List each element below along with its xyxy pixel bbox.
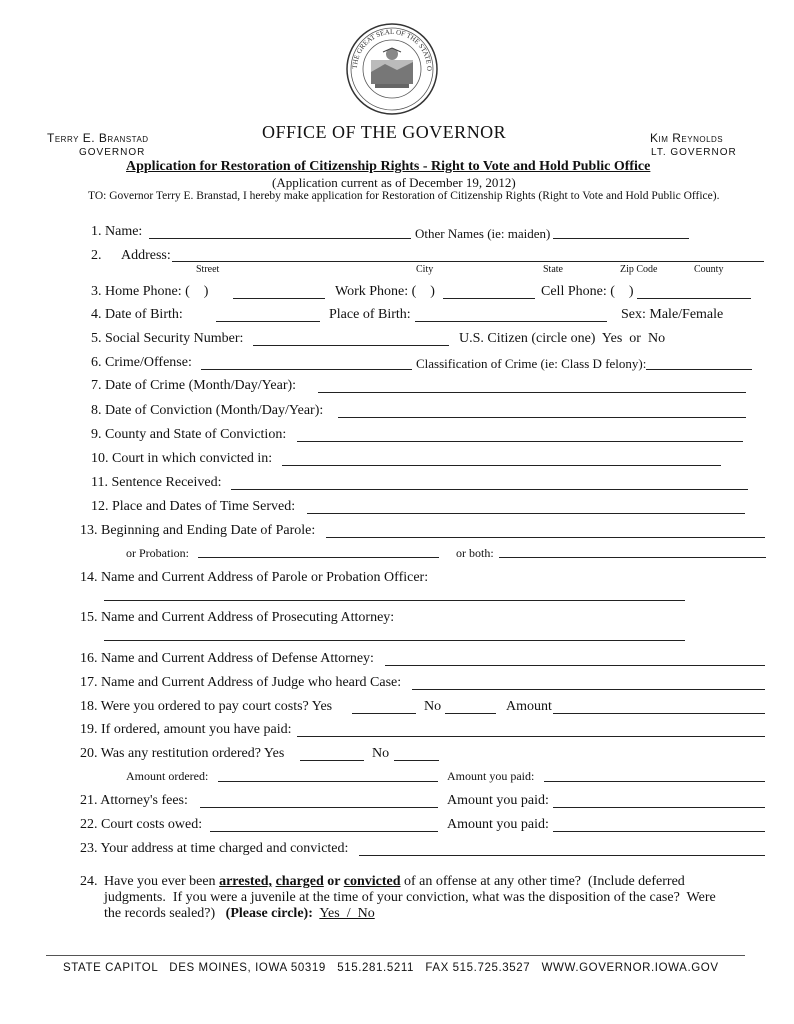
q8-field[interactable] — [338, 417, 746, 418]
q2-num: 2. — [91, 248, 102, 263]
q6-class-field[interactable] — [646, 369, 752, 370]
q20-no-field[interactable] — [394, 760, 439, 761]
q24-yes-no[interactable]: Yes / No — [319, 906, 375, 921]
q22-field[interactable] — [210, 831, 438, 832]
q7-label: 7. Date of Crime (Month/Day/Year): — [91, 378, 297, 393]
q18-no-label: No — [424, 699, 442, 714]
q5-ssn-label: 5. Social Security Number: — [91, 331, 244, 346]
q13-label: 13. Beginning and Ending Date of Parole: — [80, 523, 316, 538]
q22-paid-field[interactable] — [553, 831, 765, 832]
q2-city-caption: City — [416, 264, 434, 275]
q22-paid-label: Amount you paid: — [447, 817, 549, 832]
q21-field[interactable] — [200, 807, 438, 808]
lt-governor-title: LT. GOVERNOR — [651, 147, 737, 158]
q15-label: 15. Name and Current Address of Prosecuting Attorney: — [80, 610, 395, 625]
q3-home-label: 3. Home Phone: ( ) — [91, 284, 209, 299]
q4-dob-label: 4. Date of Birth: — [91, 307, 183, 322]
lt-governor-name: Kim Reynolds — [650, 131, 724, 145]
q18-yes-field[interactable] — [352, 713, 416, 714]
office-title: OFFICE OF THE GOVERNOR — [262, 122, 507, 142]
q18-no-field[interactable] — [445, 713, 496, 714]
form-title: Application for Restoration of Citizenship Rights - Right to Vote and Hold Public Office — [126, 159, 651, 174]
q2-address-label: Address: — [121, 248, 171, 263]
q20-no-label: No — [372, 746, 390, 761]
footer-text: STATE CAPITOL DES MOINES, IOWA 50319 515.281.5211 FAX 515.725.3527 WWW.GOVERNOR.IOWA.GOV — [63, 962, 719, 974]
q1-other-label: Other Names (ie: maiden) — [415, 226, 551, 241]
q3-work-field[interactable] — [443, 298, 535, 299]
q20-amount-paid-field[interactable] — [544, 781, 765, 782]
q3-work-label: Work Phone: ( ) — [335, 284, 435, 299]
q2-state-caption: State — [543, 264, 563, 275]
q10-field[interactable] — [282, 465, 721, 466]
q24-num: 24. — [80, 874, 98, 889]
q5-citizen-label: U.S. Citizen (circle one) Yes or No — [459, 331, 666, 346]
q10-label: 10. Court in which convicted in: — [91, 451, 273, 466]
q13-both-label: or both: — [456, 546, 494, 560]
governor-name: Terry E. Branstad — [47, 131, 149, 145]
q2-zip-caption: Zip Code — [620, 264, 658, 275]
q24-line1: Have you ever been arrested, charged or convicted of an offense at any other time? (Include deferred — [104, 874, 685, 889]
q4-pob-field[interactable] — [415, 321, 607, 322]
q2-county-caption: County — [694, 264, 724, 275]
q18-amount-field[interactable] — [553, 713, 765, 714]
q20-yes-field[interactable] — [300, 760, 364, 761]
q24-please-circle: (Please circle): — [225, 906, 313, 921]
q13-probation-field[interactable] — [198, 557, 439, 558]
footer-rule — [46, 955, 745, 956]
q16-field[interactable] — [385, 665, 765, 666]
q13-parole-field[interactable] — [326, 537, 765, 538]
q24-line2: judgments. If you were a juvenile at the time of your conviction, what was the disposition of the case? Were — [104, 890, 716, 905]
q13-both-field[interactable] — [499, 557, 766, 558]
q8-label: 8. Date of Conviction (Month/Day/Year): — [91, 403, 324, 418]
q1-name-field[interactable] — [149, 238, 411, 239]
q17-label: 17. Name and Current Address of Judge who heard Case: — [80, 675, 402, 690]
q19-field[interactable] — [297, 736, 765, 737]
q21-paid-field[interactable] — [553, 807, 765, 808]
q12-label: 12. Place and Dates of Time Served: — [91, 499, 296, 514]
q2-address-field[interactable] — [172, 261, 764, 262]
governor-title: GOVERNOR — [79, 147, 146, 158]
q20-amount-ordered-field[interactable] — [218, 781, 438, 782]
q1-name-label: 1. Name: — [91, 224, 143, 239]
q18-amount-label: Amount — [506, 699, 552, 714]
q18-label: 18. Were you ordered to pay court costs? Yes — [80, 699, 333, 714]
q22-label: 22. Court costs owed: — [80, 817, 203, 832]
q23-field[interactable] — [359, 855, 765, 856]
q3-cell-field[interactable] — [637, 298, 751, 299]
q20-amount-ordered-label: Amount ordered: — [126, 769, 209, 783]
q16-label: 16. Name and Current Address of Defense Attorney: — [80, 651, 374, 666]
q24-charged: charged — [275, 874, 324, 889]
q4-pob-label: Place of Birth: — [329, 307, 411, 322]
q5-ssn-field[interactable] — [253, 345, 449, 346]
q13-probation-label: or Probation: — [126, 546, 189, 560]
q3-home-field[interactable] — [233, 298, 325, 299]
q19-label: 19. If ordered, amount you have paid: — [80, 722, 292, 737]
q20-label: 20. Was any restitution ordered? Yes — [80, 746, 285, 761]
q24-arrested: arrested, — [219, 874, 273, 889]
q17-field[interactable] — [412, 689, 765, 690]
q7-field[interactable] — [318, 392, 746, 393]
q11-field[interactable] — [231, 489, 748, 490]
q21-paid-label: Amount you paid: — [447, 793, 549, 808]
to-line: TO: Governor Terry E. Branstad, I hereby make application for Restoration of Citizenship Rights (Right to Vote and Hold Public Office). — [88, 190, 720, 202]
q12-field[interactable] — [307, 513, 745, 514]
state-seal — [345, 22, 439, 116]
q6-crime-field[interactable] — [201, 369, 412, 370]
q20-amount-paid-label: Amount you paid: — [447, 769, 535, 783]
q3-cell-label: Cell Phone: ( ) — [541, 284, 634, 299]
q11-label: 11. Sentence Received: — [91, 475, 222, 490]
q4-sex-label: Sex: Male/Female — [621, 307, 724, 322]
q1-other-field[interactable] — [553, 238, 689, 239]
q15-field[interactable] — [104, 640, 685, 641]
q6-class-label: Classification of Crime (ie: Class D felony): — [416, 356, 647, 371]
current-as-of: (Application current as of December 19, 2012) — [272, 175, 516, 190]
q2-street-caption: Street — [196, 264, 220, 275]
q24-line3: the records sealed?) (Please circle): Yes / No — [104, 906, 375, 921]
q9-field[interactable] — [297, 441, 743, 442]
q23-label: 23. Your address at time charged and convicted: — [80, 841, 349, 856]
q4-dob-field[interactable] — [216, 321, 320, 322]
q14-field[interactable] — [104, 600, 685, 601]
q9-label: 9. County and State of Conviction: — [91, 427, 287, 442]
q14-label: 14. Name and Current Address of Parole or Probation Officer: — [80, 570, 429, 585]
q24-convicted: convicted — [343, 874, 401, 889]
q6-crime-label: 6. Crime/Offense: — [91, 355, 192, 370]
seal-text: THE GREAT SEAL OF THE STATE O — [350, 27, 434, 72]
q21-label: 21. Attorney's fees: — [80, 793, 188, 808]
